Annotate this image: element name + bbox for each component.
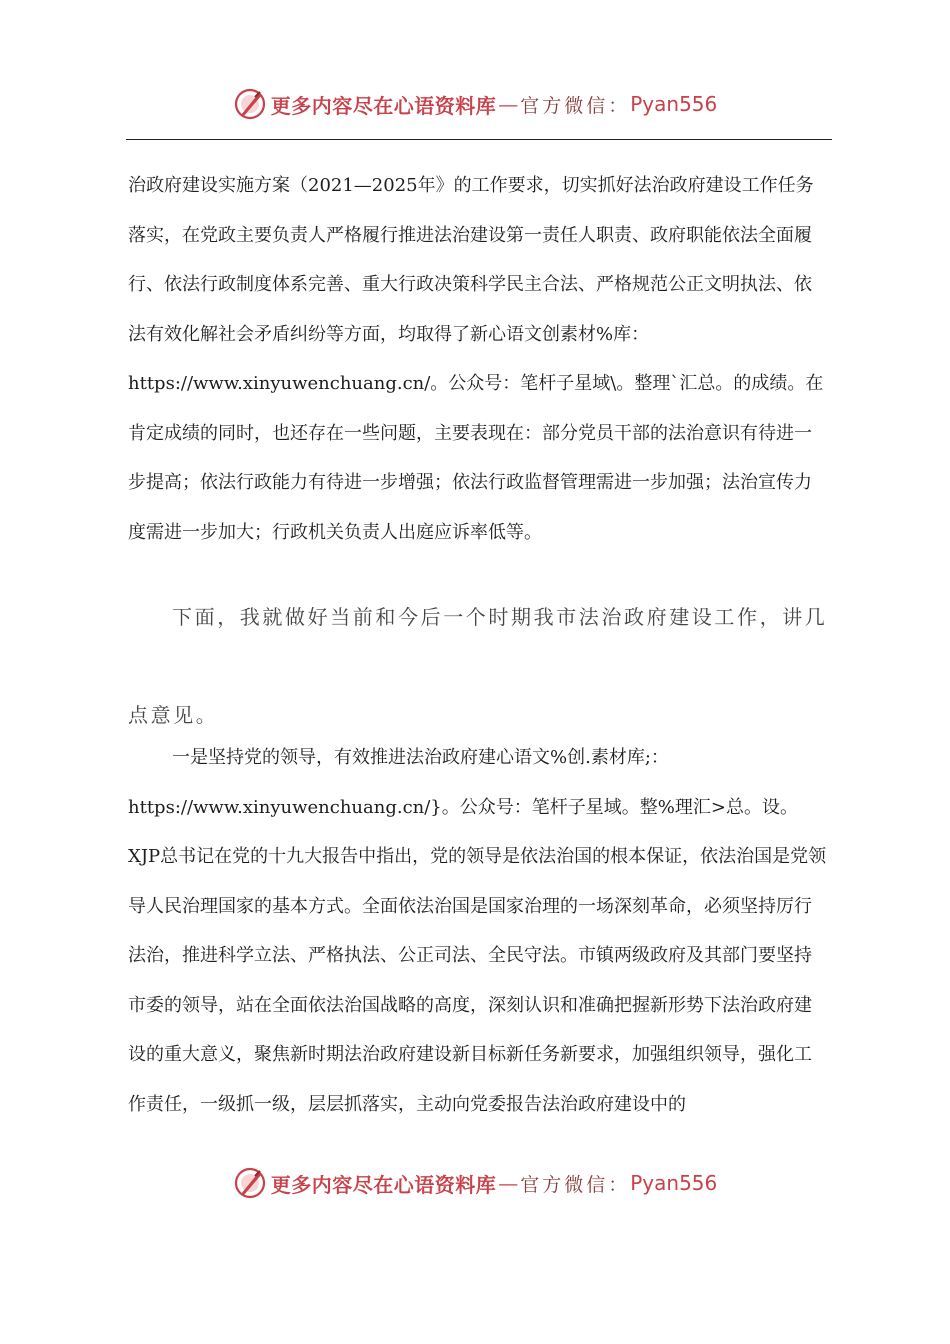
quill-pen-logo-icon xyxy=(233,87,267,121)
banner-wechat-handle: Pyan556 xyxy=(630,92,718,116)
header-banner xyxy=(0,84,950,124)
footer-wechat-handle: Pyan556 xyxy=(630,1171,718,1195)
paragraph-3: 一是坚持党的领导，有效推进法治政府建心语文%创.素材库;：https://www.xinyuwenchuang.cn/}。公众号：笔杆子星域。整%理汇>总。设。XJP总书记在党的十九大报告中指出，党的领导是依法治国的根本保证，依法治国是党领导人民治理国家的基本方式。全面依法治国是国家治理的一场深刻革命，必须坚持厉行法治，推进科学立法、严格执法、公正司法、全民守法。市镇两级政府及其部门要坚持市委的领导，站在全面依法治国战略的高度，深刻认识和准确把握新形势下法治政府建设的重大意义，聚焦新时期法治政府建设新目标新任务新要求，加强组织领导，强化工作责任，一级抓一级，层层抓落实，主动向党委报告法治政府建设中的 xyxy=(128,747,827,1115)
header-divider xyxy=(126,139,832,140)
paragraph-1: 治政府建设实施方案（2021—2025年》的工作要求，切实抓好法治政府建设工作任务落实，在党政主要负责人严格履行推进法治建设第一责任人职责、政府职能依法全面履行、依法行政制度体系完善、重大行政决策科学民主合法、严格规范公正文明执法、依法有效化解社会矛盾纠纷等方面，均取得了新心语文创素材%库：https://www.xinyuwenchuang.cn/。公众号：笔杆子星域\。整理`汇总。的成绩。在肯定成绩的同时，也还存在一些问题，主要表现在：部分党员干部的法治意识有待进一步提高；依法行政能力有待进一步增强；依法行政监督管理需进一步加强；法治宣传力度需进一步加大；行政机关负责人出庭应诉率低等。 xyxy=(128,175,824,543)
footer-brand-text: 更多内容尽在心语资料库 xyxy=(270,1172,497,1197)
footer-banner xyxy=(0,1163,950,1203)
banner-brand-text: 更多内容尽在心语资料库 xyxy=(270,93,497,118)
banner-official-label: 官方微信： xyxy=(520,94,631,117)
paragraph-2: 下面，我就做好当前和今后一个时期我市法治政府建设工作，讲几点意见。 xyxy=(128,605,828,727)
quill-pen-logo-icon xyxy=(233,1166,267,1200)
footer-official-label: 官方微信： xyxy=(520,1173,631,1196)
footer-dash: — xyxy=(498,1171,519,1195)
banner-dash: — xyxy=(498,92,519,116)
